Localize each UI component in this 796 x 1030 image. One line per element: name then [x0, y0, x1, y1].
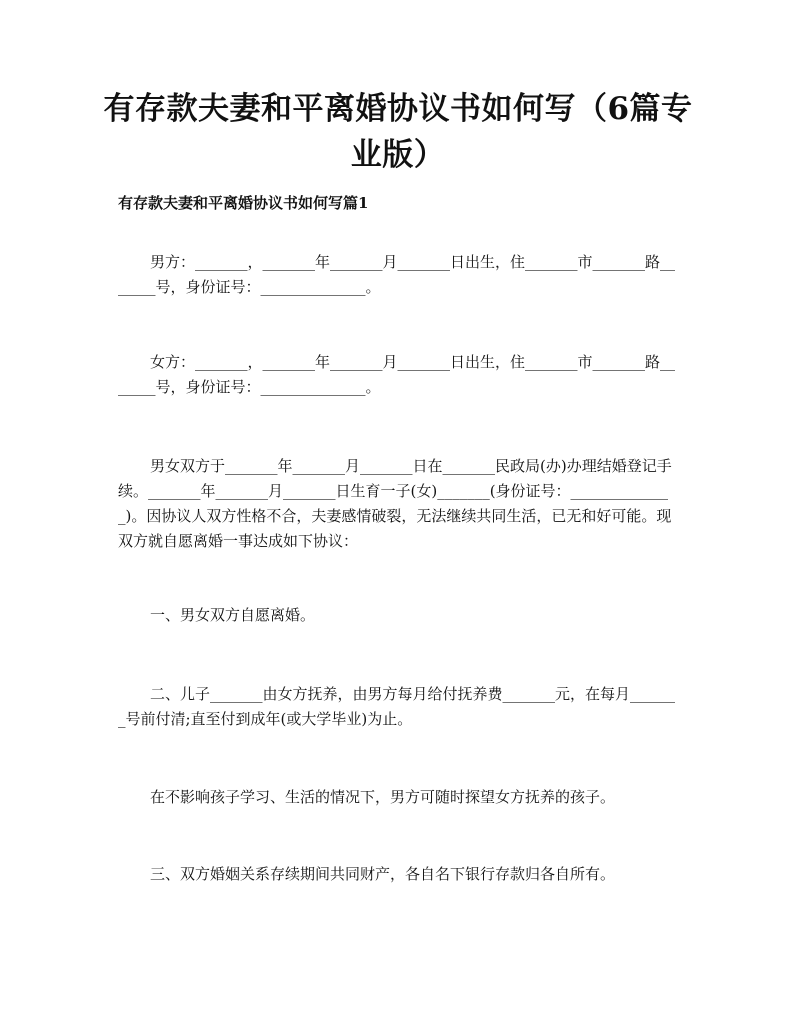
paragraph-clause-3: 三、双方婚姻关系存续期间共同财产，各自名下银行存款归各自所有。: [150, 865, 616, 883]
paragraph-wife-info: 女方：_______，_______年_______月_______日出生，住_______市_______路_______号，身份证号：______________。: [118, 353, 676, 396]
paragraph-visitation: 在不影响孩子学习、生活的情况下，男方可随时探望女方抚养的孩子。: [150, 788, 616, 806]
document-title: 有存款夫妻和平离婚协议书如何写（6篇专业版）: [103, 91, 693, 173]
paragraph-husband-info: 男方：_______，_______年_______月_______日出生，住_______市_______路_______号，身份证号：______________。: [118, 253, 676, 296]
section-heading: 有存款夫妻和平离婚协议书如何写篇1: [118, 194, 369, 212]
paragraph-marriage-background: 男女双方于_______年_______月_______日在_______民政局(办)办理结婚登记手续。_______年_______月_______日生育一子(女)_______(身份证号：______________)。因协议人双方性格不合，夫妻感情破裂，无法继续共同生活，已无和好可能。现双方就自愿离婚一事达成如下协议：: [118, 457, 672, 550]
paragraph-clause-1: 一、男女双方自愿离婚。: [150, 606, 316, 624]
paragraph-clause-2: 二、儿子_______由女方抚养，由男方每月给付抚养费_______元，在每月_______号前付清;直至付到成年(或大学毕业)为止。: [118, 685, 676, 728]
